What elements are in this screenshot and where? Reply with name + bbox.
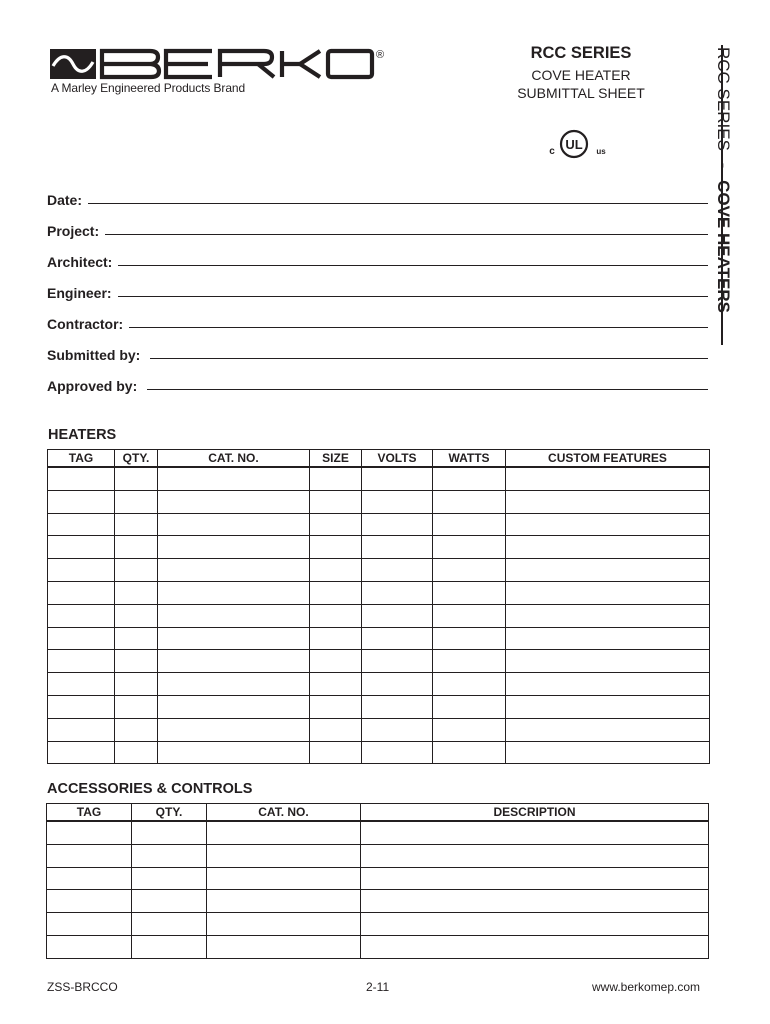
table-row — [48, 741, 710, 764]
table-cell[interactable] — [362, 604, 433, 627]
table-cell[interactable] — [433, 650, 506, 673]
table-cell[interactable] — [207, 867, 361, 890]
table-cell[interactable] — [362, 490, 433, 513]
svg-text:RCC SERIES - COVE — [714, 47, 733, 313]
table-cell[interactable] — [362, 513, 433, 536]
table-row — [47, 867, 709, 890]
table-cell[interactable] — [433, 695, 506, 718]
col-qty: QTY. — [115, 450, 158, 468]
table-cell[interactable] — [361, 867, 709, 890]
table-row — [48, 718, 710, 741]
table-cell[interactable] — [362, 741, 433, 764]
table-cell[interactable] — [115, 467, 158, 490]
table-cell[interactable] — [158, 718, 310, 741]
table-row — [47, 913, 709, 936]
table-cell[interactable] — [115, 490, 158, 513]
table-cell[interactable] — [361, 844, 709, 867]
field-label: Engineer: — [47, 285, 112, 301]
table-cell[interactable] — [115, 627, 158, 650]
table-cell[interactable] — [310, 536, 362, 559]
table-cell[interactable] — [115, 513, 158, 536]
table-cell[interactable] — [433, 559, 506, 582]
field-label: Architect: — [47, 254, 113, 270]
table-cell[interactable] — [361, 821, 709, 844]
heaters-header-row — [48, 450, 710, 468]
field-label: Submitted by: — [47, 347, 141, 363]
table-cell[interactable] — [506, 695, 710, 718]
table-cell[interactable] — [506, 581, 710, 604]
table-row — [48, 490, 710, 513]
table-cell[interactable] — [433, 741, 506, 764]
table-cell[interactable] — [115, 536, 158, 559]
field-submitted-by[interactable] — [47, 343, 708, 363]
table-cell[interactable] — [310, 741, 362, 764]
table-row — [48, 604, 710, 627]
table-cell[interactable] — [48, 581, 115, 604]
table-cell[interactable] — [158, 673, 310, 696]
table-cell[interactable] — [506, 536, 710, 559]
table-cell[interactable] — [48, 467, 115, 490]
field-project[interactable] — [47, 219, 708, 239]
page-number: 2-11 — [366, 980, 390, 994]
table-cell[interactable] — [132, 867, 207, 890]
table-cell[interactable] — [47, 844, 132, 867]
table-cell[interactable] — [158, 581, 310, 604]
website-link[interactable]: www.berkomep.com — [592, 980, 701, 994]
table-cell[interactable] — [506, 673, 710, 696]
table-cell[interactable] — [506, 559, 710, 582]
table-row — [48, 559, 710, 582]
table-cell[interactable] — [158, 650, 310, 673]
field-label: Project: — [47, 223, 100, 239]
table-cell[interactable] — [506, 650, 710, 673]
sheet-type: SUBMITTAL SHEET — [517, 85, 645, 101]
registered-mark: ® — [376, 49, 385, 61]
table-cell[interactable] — [115, 718, 158, 741]
accessories-table — [46, 803, 709, 959]
table-cell[interactable] — [310, 695, 362, 718]
field-contractor[interactable] — [47, 312, 708, 332]
table-cell[interactable] — [47, 821, 132, 844]
table-cell[interactable] — [48, 627, 115, 650]
field-label: Date: — [47, 192, 83, 208]
accessories-header-row — [47, 804, 709, 822]
table-row — [48, 513, 710, 536]
field-architect[interactable] — [47, 250, 708, 270]
table-cell[interactable] — [433, 581, 506, 604]
col-volts: VOLTS — [362, 450, 433, 468]
accessories-title: ACCESSORIES & CONTROLS — [47, 781, 253, 797]
field-label: Contractor: — [47, 316, 124, 332]
table-cell[interactable] — [158, 741, 310, 764]
table-cell[interactable] — [361, 913, 709, 936]
ul-c-text: c — [549, 146, 555, 157]
table-cell[interactable] — [361, 935, 709, 958]
table-cell[interactable] — [115, 650, 158, 673]
table-cell[interactable] — [433, 467, 506, 490]
table-cell[interactable] — [310, 513, 362, 536]
table-cell[interactable] — [132, 935, 207, 958]
col-qty: QTY. — [132, 804, 207, 822]
berko-logo — [50, 44, 390, 84]
table-cell[interactable] — [506, 467, 710, 490]
table-cell[interactable] — [506, 513, 710, 536]
table-cell[interactable] — [207, 935, 361, 958]
table-cell[interactable] — [310, 467, 362, 490]
table-cell[interactable] — [115, 741, 158, 764]
table-cell[interactable] — [48, 650, 115, 673]
table-cell[interactable] — [132, 844, 207, 867]
field-line[interactable] — [150, 358, 708, 359]
table-cell[interactable] — [310, 490, 362, 513]
table-cell[interactable] — [115, 581, 158, 604]
side-tab-separator: - — [714, 162, 733, 169]
table-cell[interactable] — [310, 673, 362, 696]
field-line[interactable] — [129, 327, 708, 328]
field-line[interactable] — [118, 296, 708, 297]
table-cell[interactable] — [207, 913, 361, 936]
table-cell[interactable] — [506, 741, 710, 764]
field-line[interactable] — [105, 234, 708, 235]
table-row — [48, 650, 710, 673]
table-cell[interactable] — [362, 559, 433, 582]
table-cell[interactable] — [48, 559, 115, 582]
table-cell[interactable] — [433, 673, 506, 696]
table-cell[interactable] — [506, 490, 710, 513]
table-cell[interactable] — [362, 467, 433, 490]
table-cell[interactable] — [362, 650, 433, 673]
table-row — [48, 627, 710, 650]
table-cell[interactable] — [48, 513, 115, 536]
table-cell[interactable] — [310, 627, 362, 650]
series-title: RCC SERIES — [530, 44, 632, 62]
title-block — [498, 44, 664, 101]
table-row — [48, 673, 710, 696]
table-cell[interactable] — [310, 650, 362, 673]
table-cell[interactable] — [433, 536, 506, 559]
table-cell[interactable] — [48, 741, 115, 764]
field-label: Approved by: — [47, 378, 138, 394]
side-tab-product: COVE HEATERS — [714, 180, 733, 313]
table-row — [48, 695, 710, 718]
table-cell[interactable] — [48, 536, 115, 559]
col-tag: TAG — [48, 450, 115, 468]
table-cell[interactable] — [362, 673, 433, 696]
table-cell[interactable] — [47, 935, 132, 958]
product-subtitle: COVE HEATER — [531, 67, 631, 83]
table-cell[interactable] — [362, 536, 433, 559]
table-cell[interactable] — [48, 695, 115, 718]
table-cell[interactable] — [207, 890, 361, 913]
table-cell[interactable] — [207, 844, 361, 867]
table-cell[interactable] — [433, 627, 506, 650]
table-cell[interactable] — [506, 604, 710, 627]
col-tag: TAG — [47, 804, 132, 822]
table-row — [47, 935, 709, 958]
ul-listed-icon — [544, 127, 612, 163]
table-cell[interactable] — [48, 718, 115, 741]
table-cell[interactable] — [47, 913, 132, 936]
table-row — [48, 467, 710, 490]
table-row — [47, 844, 709, 867]
col-custom-features: CUSTOM FEATURES — [506, 450, 710, 468]
table-cell[interactable] — [158, 627, 310, 650]
table-cell[interactable] — [158, 490, 310, 513]
heaters-table — [47, 449, 710, 764]
table-cell[interactable] — [433, 604, 506, 627]
table-cell[interactable] — [207, 821, 361, 844]
table-cell[interactable] — [310, 559, 362, 582]
table-cell[interactable] — [362, 718, 433, 741]
table-cell[interactable] — [115, 559, 158, 582]
table-cell[interactable] — [362, 695, 433, 718]
field-date[interactable] — [47, 188, 708, 208]
table-cell[interactable] — [158, 559, 310, 582]
col-cat-no: CAT. NO. — [207, 804, 361, 822]
table-cell[interactable] — [132, 821, 207, 844]
table-cell[interactable] — [158, 467, 310, 490]
table-cell[interactable] — [433, 513, 506, 536]
field-approved-by[interactable] — [47, 374, 708, 394]
brand-tagline: A Marley Engineered Products Brand — [51, 81, 246, 95]
field-line[interactable] — [118, 265, 708, 266]
col-cat-no: CAT. NO. — [158, 450, 310, 468]
table-cell[interactable] — [48, 673, 115, 696]
col-description: DESCRIPTION — [361, 804, 709, 822]
heaters-title: HEATERS — [48, 427, 117, 443]
table-cell[interactable] — [433, 490, 506, 513]
table-cell[interactable] — [158, 513, 310, 536]
field-engineer[interactable] — [47, 281, 708, 301]
table-row — [47, 821, 709, 844]
table-cell[interactable] — [506, 718, 710, 741]
table-cell[interactable] — [47, 867, 132, 890]
table-cell[interactable] — [48, 604, 115, 627]
table-cell[interactable] — [115, 695, 158, 718]
col-watts: WATTS — [433, 450, 506, 468]
table-cell[interactable] — [506, 627, 710, 650]
table-cell[interactable] — [115, 673, 158, 696]
col-size: SIZE — [310, 450, 362, 468]
table-cell[interactable] — [158, 536, 310, 559]
table-cell[interactable] — [158, 695, 310, 718]
table-cell[interactable] — [115, 604, 158, 627]
field-line[interactable] — [88, 203, 708, 204]
table-cell[interactable] — [362, 581, 433, 604]
table-cell[interactable] — [48, 490, 115, 513]
table-row — [48, 581, 710, 604]
table-cell[interactable] — [310, 604, 362, 627]
table-cell[interactable] — [362, 627, 433, 650]
table-cell[interactable] — [310, 581, 362, 604]
table-cell[interactable] — [132, 913, 207, 936]
table-cell[interactable] — [132, 890, 207, 913]
table-cell[interactable] — [310, 718, 362, 741]
table-cell[interactable] — [361, 890, 709, 913]
table-row — [48, 536, 710, 559]
side-tab-series: RCC SERIES — [714, 47, 733, 151]
ul-us-text: us — [596, 147, 606, 156]
doc-code: ZSS-BRCCO — [47, 980, 118, 994]
table-cell[interactable] — [433, 718, 506, 741]
ul-mark-text: UL — [565, 137, 583, 152]
table-cell[interactable] — [47, 890, 132, 913]
field-line[interactable] — [147, 389, 708, 390]
table-cell[interactable] — [158, 604, 310, 627]
table-row — [47, 890, 709, 913]
side-tab — [714, 45, 751, 345]
